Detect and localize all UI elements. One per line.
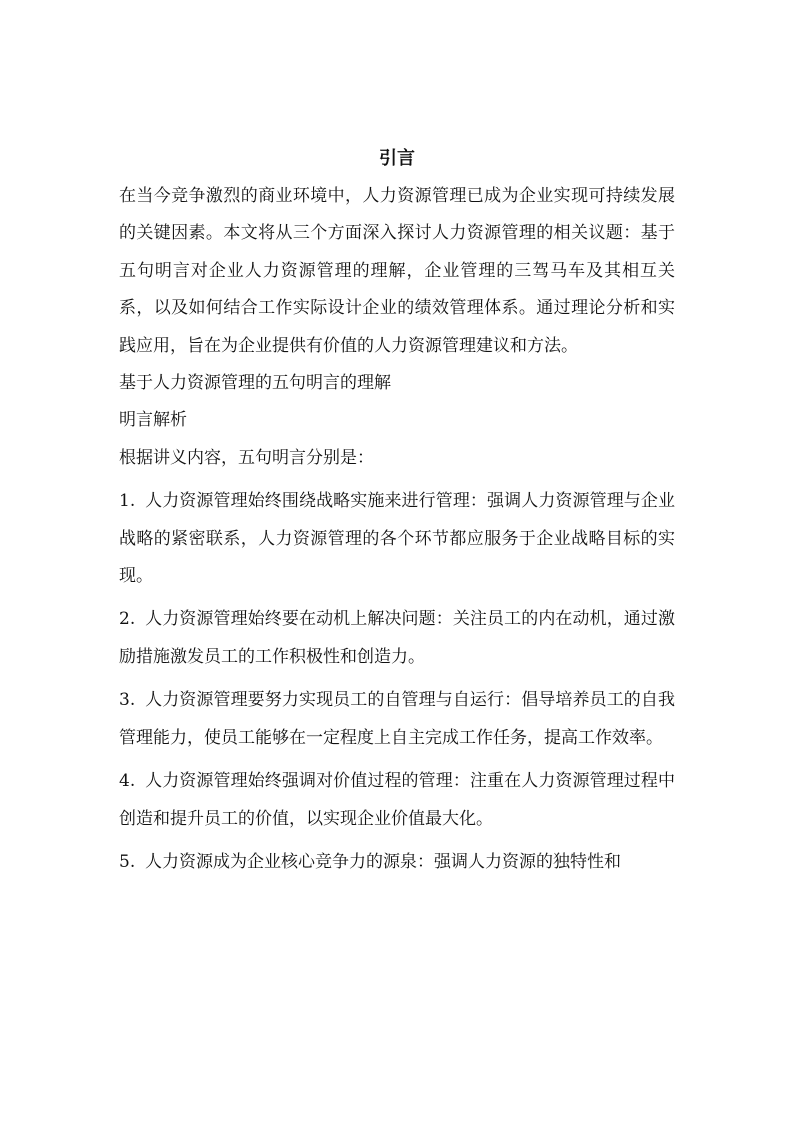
list-item-number: 2. [119, 609, 136, 630]
list-item-text: 人力资源管理始终要在动机上解决问题：关注员工的内在动机，通过激励措施激发员工的工作积极性和创造力。 [119, 609, 675, 667]
document-content [119, 140, 675, 881]
list-item-2 [119, 601, 675, 676]
list-item-4 [119, 763, 675, 838]
list-item-number: 4. [119, 771, 136, 792]
list-item-text: 人力资源成为企业核心竞争力的源泉：强调人力资源的独特性和 [145, 851, 621, 872]
list-item-number: 5. [119, 851, 136, 872]
section-heading: 基于人力资源管理的五句明言的理解 [119, 373, 391, 394]
list-item-1 [119, 483, 675, 595]
list-item-number: 1. [119, 491, 136, 512]
list-item-text: 人力资源管理要努力实现员工的自管理与自运行：倡导培养员工的自我管理能力，使员工能够在一定程度上自主完成工作任务，提高工作效率。 [119, 690, 675, 748]
list-item-3 [119, 682, 675, 757]
intro-paragraph: 在当今竞争激烈的商业环境中，人力资源管理已成为企业实现可持续发展的关键因素。本文将从三个方面深入探讨人力资源管理的相关议题：基于五句明言对企业人力资源管理的理解，企业管理的三驾马车及其相互关系，以及如何结合工作实际设计企业的绩效管理体系。通过理论分析和实践应用，旨在为企业提供有价值的人力资源管理建议和方法。 [119, 186, 675, 356]
list-item-text: 人力资源管理始终围绕战略实施来进行管理：强调人力资源管理与企业战略的紧密联系，人力资源管理的各个环节都应服务于企业战略目标的实现。 [119, 491, 675, 587]
list-item-5 [119, 844, 675, 881]
list-item-text: 人力资源管理始终强调对价值过程的管理：注重在人力资源管理过程中创造和提升员工的价值，以实现企业价值最大化。 [119, 771, 675, 829]
subsection-heading: 明言解析 [119, 410, 187, 431]
list-intro: 根据讲义内容，五句明言分别是： [119, 447, 374, 468]
list-item-number: 3. [119, 690, 136, 711]
page-title: 引言 [379, 148, 415, 169]
